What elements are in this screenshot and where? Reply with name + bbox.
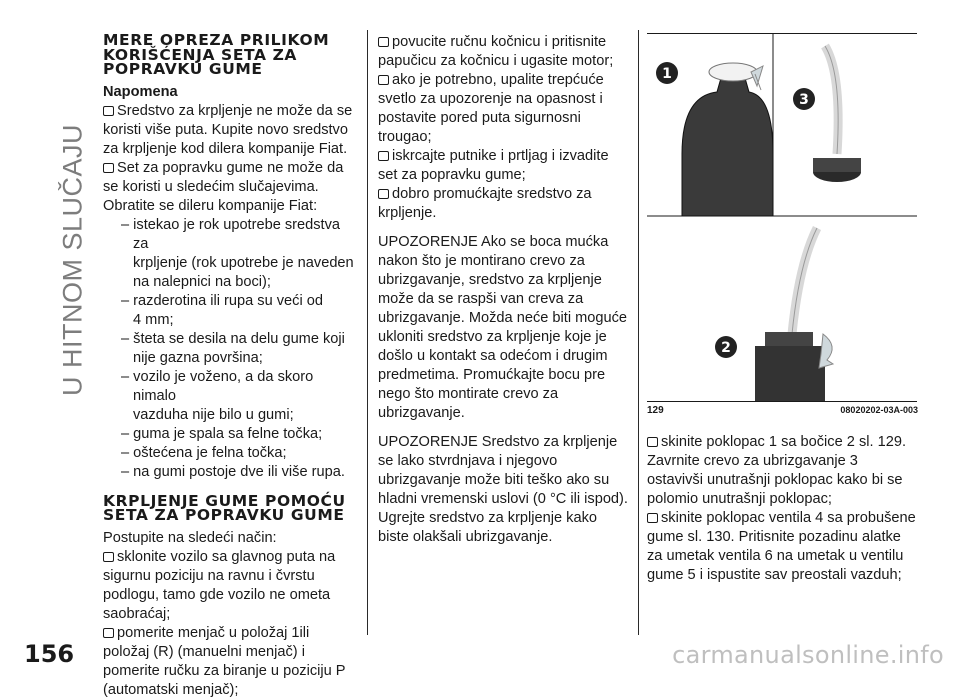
heading-precautions: MERE OPREZA PRILIKOM KORIŠĆENJA SETA ZA POPRAVKU GUME — [103, 31, 330, 78]
dash-item: – guma je spala sa felne točka; — [121, 425, 323, 442]
bullet-icon — [378, 189, 389, 199]
warning-shaking: UPOZORENJE Ako se boca mućka nakon što je montirano crevo za ubrizgavanje, sredstvo za krpljenje može da se raspši van creva za ubrizgavanje. Možda neće biti moguće ukloniti sredstvo za krpljenje koje je došlo u kontakt sa odećom i drugim predmetima. Promućkajte bocu pre nego što montirate crevo za ubrizgavanje. — [378, 234, 628, 421]
bullet-icon — [378, 151, 389, 161]
bullet-icon — [103, 628, 114, 638]
dash-item: – oštećena je felna točka; — [121, 444, 287, 461]
column-right — [647, 433, 917, 585]
repair-intro: Postupite na sledeći način: — [103, 529, 277, 546]
note-bullet: Sredstvo za krpljenje ne može da se koristi više puta. Kupite novo sredstvo za krpljenje kod dilera kompanije Fiat. — [103, 102, 353, 157]
note-bullet: Set za popravku gume ne može da se koristi u sledećim slučajevima. Obratite se dileru kompanije Fiat: — [103, 159, 344, 214]
bottle-cap — [709, 63, 757, 81]
figure-code: 08020202-03A-003 — [840, 405, 918, 415]
column-left — [103, 33, 358, 700]
figure-number: 129 — [647, 405, 664, 416]
step-item: skinite poklopac ventila 4 sa probušene gume sl. 130. Pritisnite pozadinu alatke za umetak ventila 6 na umetak u ventilu gume 5 i ispustite sav preostali vazduh; — [647, 510, 916, 583]
step-item: sklonite vozilo sa glavnog puta na sigurnu poziciju na ravnu i čvrstu podlogu, tamo gde vozilo ne ometa saobraćaj; — [103, 548, 336, 622]
sealant-kit-illustration — [647, 34, 917, 401]
figure-129 — [647, 33, 917, 402]
page-number: 156 — [24, 640, 75, 668]
rotate-arrow-icon — [819, 334, 833, 368]
dash-item: – vozilo je voženo, a da skoro nimalo vazduha nije bilo u gumi; — [121, 368, 314, 423]
step-item: skinite poklopac 1 sa bočice 2 sl. 129. Zavrnite crevo za ubrizgavanje 3 ostavivši unutrašnji poklopac kako bi se polomio unutrašnji poklopac; — [647, 434, 906, 507]
bullet-icon — [103, 163, 114, 173]
step-item: povucite ručnu kočnicu i pritisnite papučicu za kočnicu i ugasite motor; — [378, 34, 614, 69]
bullet-icon — [378, 75, 389, 85]
bullet-icon — [378, 37, 389, 47]
bullet-icon — [103, 552, 114, 562]
dash-item: – istekao je rok upotrebe sredstva za krpljenje (rok upotrebe je naveden na nalepnici na boci); — [121, 216, 354, 290]
step-item: pomerite menjač u položaj 1ili položaj (R) (manuelni menjač) i pomerite ručku za biranje u poziciju P (automatski menjač); — [103, 624, 346, 698]
callout-1 — [656, 62, 678, 84]
step-item: iskrcajte putnike i prtljag i izvadite set za popravku gume; — [378, 148, 609, 183]
svg-text:2: 2 — [721, 340, 731, 356]
svg-text:3: 3 — [799, 92, 809, 108]
dash-item: – šteta se desila na delu gume koji nije gazna površina; — [121, 330, 345, 366]
column-divider-2 — [638, 30, 639, 635]
watermark: carmanualsonline.info — [672, 641, 944, 669]
bullet-icon — [647, 437, 658, 447]
bullet-icon — [647, 513, 658, 523]
dash-item: – razderotina ili rupa su veći od 4 mm; — [121, 292, 323, 328]
bullet-icon — [103, 106, 114, 116]
bottle-shape — [682, 78, 773, 216]
warning-cold: UPOZORENJE Sredstvo za krpljenje se lako stvrdnjava i njegovo ubrizgavanje može biti teško ako su hladni vremenski uslovi (0 °C ili ispod). Ugrejte sredstvo za krpljenje kako biste olakšali ubrizgavanje. — [378, 434, 628, 545]
column-middle — [378, 33, 630, 547]
step-item: ako je potrebno, upalite trepćuće svetlo za upozorenje na opasnost i postavite pored puta sigurnosni trougao; — [378, 72, 604, 145]
heading-repair: KRPLJENJE GUME POMOĆU SETA ZA POPRAVKU GUME — [103, 491, 346, 524]
callout-3 — [793, 88, 815, 110]
svg-text:1: 1 — [662, 66, 672, 82]
dash-item: – na gumi postoje dve ili više rupa. — [121, 463, 345, 480]
column-divider-1 — [367, 30, 368, 635]
note-title: Napomena — [103, 83, 178, 100]
section-sidebar-title — [58, 40, 88, 480]
step-item: dobro promućkajte sredstvo za krpljenje. — [378, 186, 592, 221]
section-title-text: U HITNOM SLUČAJU — [57, 123, 88, 397]
callout-2 — [715, 336, 737, 358]
